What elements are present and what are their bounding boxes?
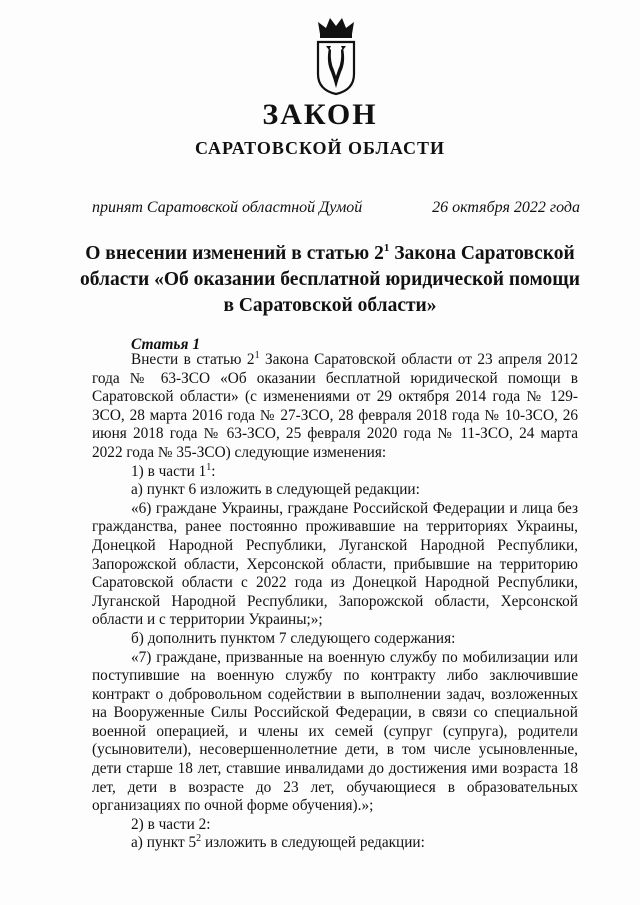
superscript: 1 [254, 350, 260, 361]
paragraph-text: а) пункт 5 [131, 834, 197, 852]
paragraph [92, 351, 578, 463]
paragraph-text: б) дополнить пунктом 7 следующего содержания: [131, 629, 456, 647]
paragraph-text: изложить в следующей редакции: [201, 834, 425, 852]
paragraph [92, 834, 578, 853]
paragraph-text: : [211, 462, 216, 480]
paragraph-text: 1) в части 1 [131, 462, 207, 480]
paragraph [92, 481, 578, 500]
paragraph [92, 463, 578, 482]
law-title: ЗАКОН [262, 98, 378, 131]
adoption-date: 26 октября 2022 года [432, 199, 580, 216]
saratov-coat-of-arms-icon [312, 12, 360, 96]
document-title [80, 241, 580, 319]
article-heading: Статья 1 [131, 336, 201, 353]
document-title-part2: Закона Саратовской области «Об оказании бесплатной юридической помощи в Саратовской области» [80, 243, 580, 316]
superscript: 1 [206, 461, 212, 473]
law-region: САРАТОВСКОЙ ОБЛАСТИ [194, 138, 446, 158]
paragraph-text: Закона Саратовской области от 23 апреля 2012 года № 63-ЗСО «Об оказании бесплатной юридической помощи в Саратовской области» (с изменениями от 29 октября 2014 года № 129-ЗСО, 28 марта 2016 года № 27-ЗСО, 28 февраля 2018 года № 10-ЗСО, 26 июня 2018 года № 63-ЗСО, 25 февраля 2020 года № 11-ЗСО, 24 марта 2022 года № 35-ЗСО) следующие изменения: [92, 351, 578, 461]
paragraph-text: 2) в части 2: [131, 815, 211, 833]
paragraph [92, 500, 578, 630]
paragraph-text: а) пункт 6 изложить в следующей редакции: [131, 481, 420, 499]
document-title-sup: 1 [383, 242, 390, 254]
paragraph-text: Внести в статью 2 [131, 351, 255, 368]
paragraph [92, 816, 578, 835]
paragraph-text: «7) граждане, призванные на военную службу по мобилизации или поступившие на военную службу по контракту либо заключившие контракт о добровольном содействии в выполнении задач, возложенных на Вооруженные Силы Российской Федерации, в связи со специальной военной операцией, и члены их семей (супруг (супруга), родители (усыновители), несовершеннолетние дети, в том числе усыновленные, дети старше 18 лет, ставшие инвалидами до достижения ими возраста 18 лет, дети в возрасте до 23 лет, обучающиеся в образовательных организациях по очной форме обучения).»; [92, 648, 578, 815]
superscript: 2 [196, 833, 202, 845]
paragraph [92, 630, 578, 649]
paragraph [92, 649, 578, 816]
paragraph-text: «6) граждане Украины, граждане Российской Федерации и лица без гражданства, ранее постоянно проживавшие на территориях Украины, Донецкой Народной Республики, Луганской Народной Республики, Запорожской области, Херсонской области, прибывшие на территорию Саратовской области с 2022 года из Донецкой Народной Республики, Луганской Народной Республики, Запорожской области, Херсонской области и с территории Украины;»; [92, 499, 578, 629]
article-body [92, 351, 578, 853]
document-title-part1: О внесении изменений в статью 2 [85, 243, 384, 264]
adoption-text: принят Саратовской областной Думой [92, 199, 363, 216]
